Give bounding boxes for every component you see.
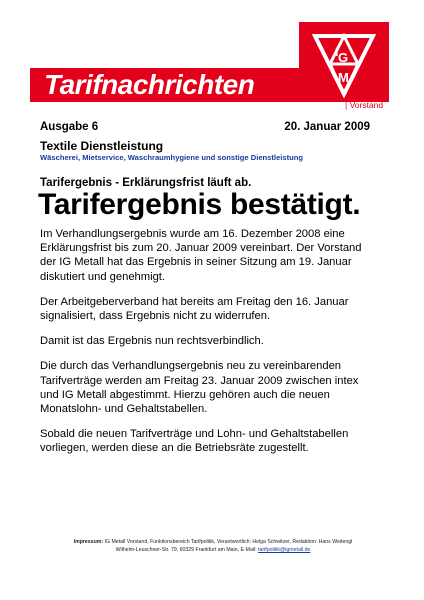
imprint-address: Wilhelm-Leuschner-Str. 79, 60329 Frankfurt am Main, E-Mail:: [115, 547, 257, 553]
logo-letter-i: I: [335, 45, 339, 59]
ig-metall-logo-icon: [299, 22, 389, 102]
section-subtitle: Wäscherei, Mietservice, Waschraumhygiene und sonstige Dienstleistung: [40, 153, 304, 162]
logo-letter-g: G: [338, 50, 349, 65]
title-part-2: nachrichten: [101, 69, 255, 100]
newsletter-title: [44, 70, 254, 100]
logo-letter-m: M: [338, 70, 349, 85]
paragraph: Damit ist das Ergebnis nun rechtsverbindlich.: [40, 335, 264, 348]
paragraph: Sobald die neuen Tarifverträge und Lohn- und Gehaltstabellen vorliegen, werden diese an die Betriebsräte zugestellt.: [40, 428, 349, 455]
issue-date: 20. Januar 2009: [284, 121, 370, 133]
email-link[interactable]: tarifpolitik@igmetall.de: [258, 547, 311, 553]
paragraph: Der Arbeitgeberverband hat bereits am Freitag den 16. Januar signalisiert, dass Ergebnis nicht zu widerrufen.: [40, 295, 349, 323]
section-title: Textile Dienstleistung: [40, 139, 164, 153]
paragraph: Im Verhandlungsergebnis wurde am 16. Dezember 2008 eine Erklärungsfrist bis zum 20. Januar 2009 vereinbart. Der Vorstand der IG Metall hat das Ergebnis in seiner Sitzung am 19. Januar diskutiert und genehmigt.: [40, 228, 362, 283]
org-unit-label: | Vorstand: [345, 100, 384, 110]
paragraph: Die durch das Verhandlungsergebnis neu zu vereinbarenden Tarifverträge werden am Freitag 23. Januar 2009 zwischen intex und IG Metall abgestimmt. Hierzu gehören auch die neuen Monatslohn- und Gehaltstabellen.: [40, 360, 359, 416]
article-body: [40, 227, 380, 467]
imprint-line-2: [48, 546, 378, 554]
imprint-line-1: [48, 538, 378, 546]
title-part-1: Tarif: [44, 69, 102, 100]
imprint-text: IG Metall Vorstand, Funktionsbereich Tarifpolitik, Verantwortlich: Helga Schwitzer, Redaktion: Hans Weitengl: [104, 539, 353, 545]
article-headline: Tarifergebnis bestätigt.: [38, 188, 361, 221]
article-kicker: Tarifergebnis - Erklärungsfrist läuft ab.: [40, 177, 252, 189]
imprint-footer: [48, 538, 378, 554]
ig-metall-logo: [299, 22, 389, 102]
issue-number: Ausgabe 6: [40, 121, 99, 133]
imprint-label: Impressum:: [73, 539, 104, 545]
